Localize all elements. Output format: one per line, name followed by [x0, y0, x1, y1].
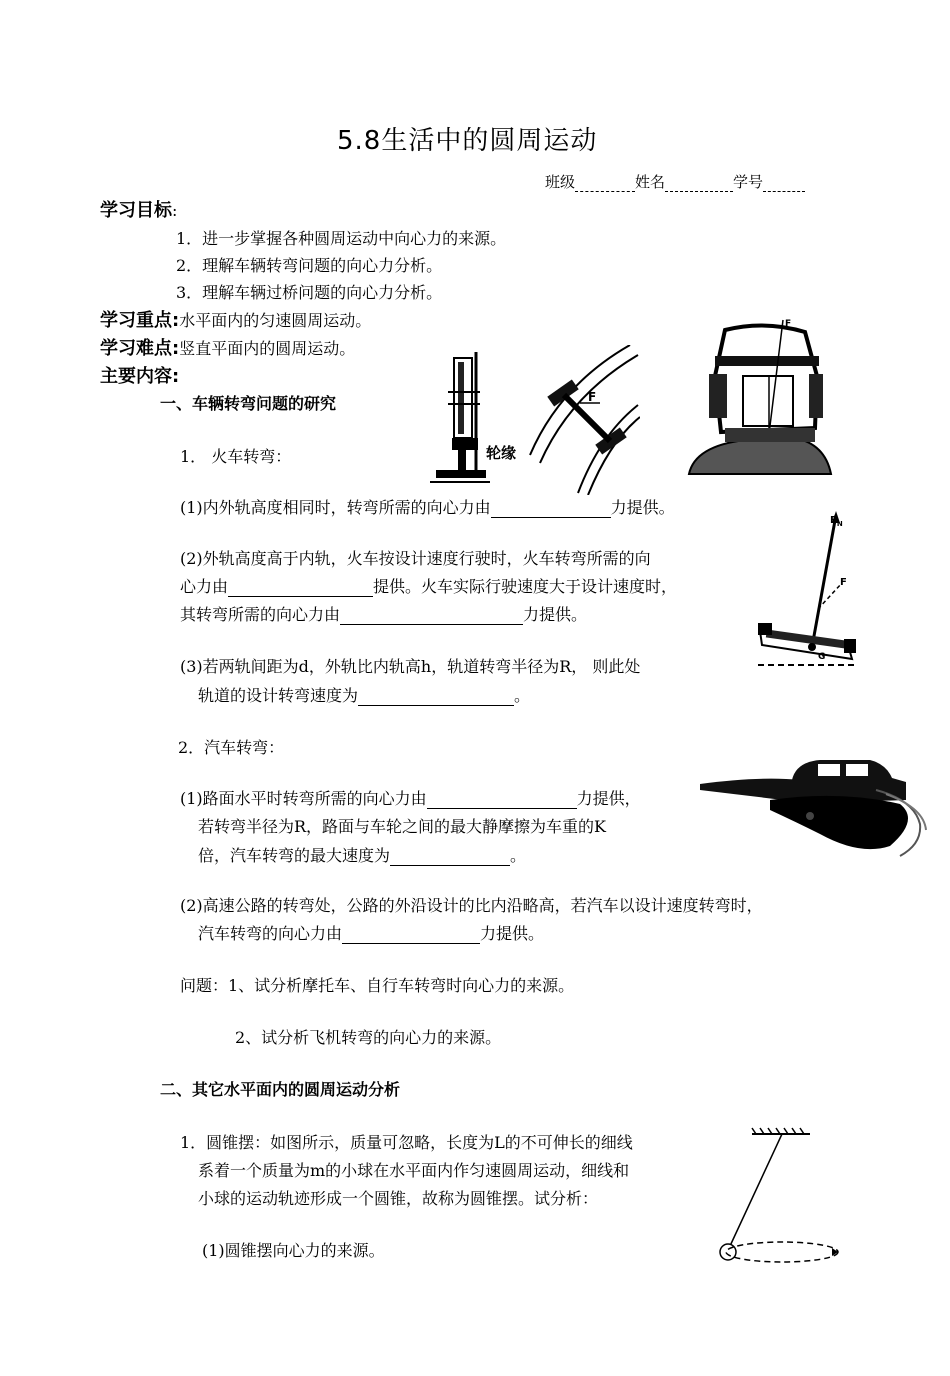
- objective-item: 2．理解车辆转弯问题的向心力分析。: [176, 256, 443, 275]
- section1-heading: 一、车辆转弯问题的研究: [160, 394, 337, 413]
- force-diagram-figure: [748, 505, 863, 670]
- flange-label: 轮缘: [486, 444, 517, 462]
- g-label: G: [818, 652, 826, 662]
- train-q2-line2: 心力由 提供。火车实际行驶速度大于设计速度时，: [180, 577, 678, 596]
- cone-line2: 系着一个质量为m的小球在水平面内作匀速圆周运动，细线和: [198, 1161, 630, 1180]
- car-q2-line2: 汽车转弯的向心力由 力提供。: [198, 924, 545, 943]
- name-blank[interactable]: [665, 177, 733, 192]
- difficulty: 学习难点:竖直平面内的圆周运动。: [100, 338, 356, 359]
- section2-heading: 二、其它水平面内的圆周运动分析: [160, 1080, 401, 1099]
- train-q3-line1: (3)若两轨间距为d，外轨比内轨高h，轨道转弯半径为R， 则此处: [180, 657, 641, 676]
- id-label: 学号: [733, 173, 764, 191]
- car-q1-line3: 倍，汽车转弯的最大速度为 。: [198, 846, 527, 865]
- cone-line3: 小球的运动轨迹形成一个圆锥，故称为圆锥摆。试分析：: [198, 1189, 599, 1208]
- car-turning-figure: [700, 750, 930, 860]
- id-blank[interactable]: [763, 177, 805, 192]
- svg-text:FN: $F_N$: [830, 515, 843, 528]
- train-q2-line3: 其转弯所需的向心力由 力提供。: [180, 605, 588, 624]
- objectives-heading: 学习目标:: [100, 200, 178, 221]
- svg-text:F: F: [840, 577, 847, 588]
- name-label: 姓名: [635, 173, 666, 191]
- svg-text:F: F: [785, 319, 792, 329]
- answer-blank[interactable]: [390, 849, 510, 866]
- answer-blank[interactable]: [340, 608, 523, 625]
- train-figure: [685, 316, 835, 482]
- cone-line1: 1．圆锥摆：如图所示，质量可忽略，长度为L的不可伸长的细线: [180, 1133, 633, 1152]
- key-point: 学习重点:水平面内的匀速圆周运动。: [100, 310, 372, 331]
- conical-pendulum-figure: [712, 1124, 844, 1272]
- page-title: 5.8生活中的圆周运动: [337, 126, 598, 156]
- objective-item: 3．理解车辆过桥问题的向心力分析。: [176, 283, 443, 302]
- rail-flange-figure: [430, 352, 526, 488]
- answer-blank[interactable]: [342, 927, 480, 944]
- answer-blank[interactable]: [228, 580, 373, 597]
- answer-blank[interactable]: [358, 689, 514, 706]
- class-label: 班级: [545, 173, 576, 191]
- car-q2-line1: (2)高速公路的转弯处，公路的外沿设计的比内沿略高，若汽车以设计速度转弯时，: [180, 896, 763, 915]
- question-2: 2、试分析飞机转弯的向心力的来源。: [235, 1028, 502, 1047]
- cone-q1: (1)圆锥摆向心力的来源。: [202, 1241, 385, 1260]
- objective-item: 1．进一步掌握各种圆周运动中向心力的来源。: [176, 229, 507, 248]
- train-title: 1． 火车转弯：: [180, 447, 292, 466]
- car-q1-line2: 若转弯半径为R，路面与车轮之间的最大静摩擦为车重的K: [198, 817, 607, 836]
- train-q2-line1: (2)外轨高度高于内轨，火车按设计速度行驶时，火车转弯所需的向: [180, 549, 651, 568]
- train-q3-line2: 轨道的设计转弯速度为 。: [198, 686, 531, 705]
- train-q1: (1)内外轨高度相同时，转弯所需的向心力由 力提供。: [180, 498, 675, 517]
- car-title: 2．汽车转弯：: [178, 738, 285, 757]
- rail-curve-figure: [520, 345, 640, 495]
- student-info: [545, 171, 805, 192]
- force-f-label: F: [588, 390, 597, 404]
- question-1: 问题：1、试分析摩托车、自行车转弯时向心力的来源。: [180, 976, 575, 995]
- answer-blank[interactable]: [427, 792, 577, 809]
- class-blank[interactable]: [575, 177, 635, 192]
- answer-blank[interactable]: [491, 501, 611, 518]
- car-q1-line1: (1)路面水平时转弯所需的向心力由 力提供，: [180, 789, 641, 808]
- main-content-label: 主要内容:: [100, 366, 180, 387]
